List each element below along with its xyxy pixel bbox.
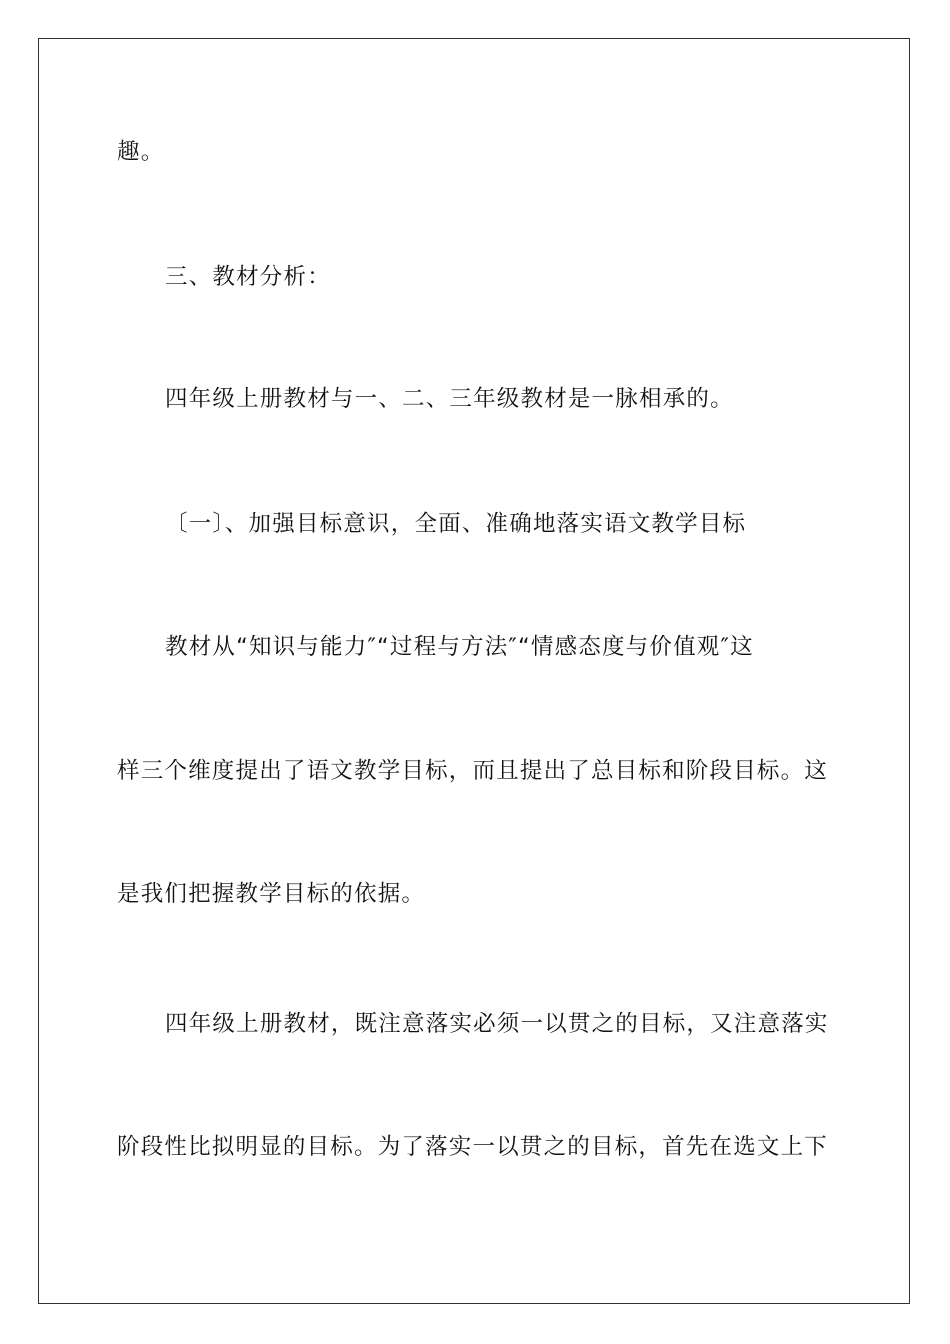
paragraph-1-line-1: 教材从“知识与能力″“过程与方法″“情感态度与价值观″这 (165, 634, 754, 660)
paragraph-2-line-2: 阶段性比拟明显的目标。为了落实一以贯之的目标，首先在选文上下 (117, 1134, 829, 1160)
text-line-1: 趣。 (117, 139, 165, 165)
page-border (38, 38, 910, 1304)
paragraph-1-line-2: 样三个维度提出了语文教学目标，而且提出了总目标和阶段目标。这 (117, 758, 829, 784)
section-heading-3: 三、教材分析： (165, 264, 331, 290)
subsection-heading-1: 〔一〕、加强目标意识，全面、准确地落实语文教学目标 (165, 511, 747, 537)
text-line-3: 四年级上册教材与一、二、三年级教材是一脉相承的。 (165, 386, 734, 412)
paragraph-2-line-1: 四年级上册教材，既注意落实必须一以贯之的目标，又注意落实 (165, 1011, 829, 1037)
paragraph-1-line-3: 是我们把握教学目标的依据。 (117, 881, 426, 907)
